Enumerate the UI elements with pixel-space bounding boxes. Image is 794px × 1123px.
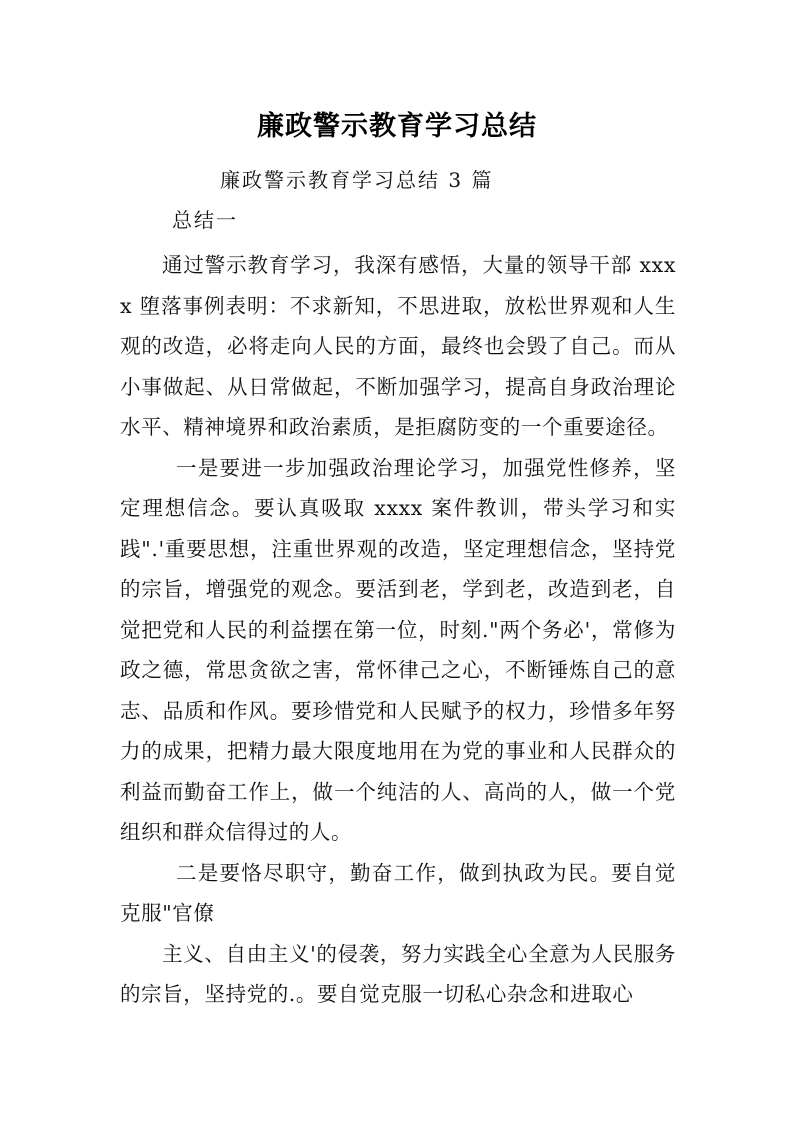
paragraph: 主义、自由主义'的侵袭，努力实践全心全意为人民服务的宗旨，坚持党的.。要自觉克服一切私心杂念和进取心 [120,941,676,1006]
paragraph: 通过警示教育学习，我深有感悟，大量的领导干部 xxxx 堕落事例表明：不求新知，不思进取，放松世界观和人生观的改造，必将走向人民的方面，最终也会毁了自己。而从小事做起、从日常做起，不断加强学习，提高自身政治理论水平、精神境界和政治素质，是拒腐防变的一个重要途径。 [120,253,676,439]
document-body [120,245,676,1015]
document-title: 廉政警示教育学习总结 [257,111,537,142]
section-heading: 总结一 [172,208,238,232]
paragraph: 一是要进一步加强政治理论学习，加强党性修养，坚定理想信念。要认真吸取 xxxx 案件教训，带头学习和实践".'重要思想，注重世界观的改造，坚定理想信念，坚持党的宗旨，增强党的观念。要活到老，学到老，改造到老，自觉把党和人民的利益摆在第一位，时刻."两个务必'，常修为政之德，常思贪欲之害，常怀律己之心，不断锤炼自己的意志、品质和作风。要珍惜党和人民赋予的权力，珍惜多年努力的成果，把精力最大限度地用在为党的事业和人民群众的利益而勤奋工作上，做一个纯洁的人、高尚的人，做一个党组织和群众信得过的人。 [120,455,676,844]
paragraph: 二是要恪尽职守，勤奋工作，做到执政为民。要自觉克服"官僚 [120,860,676,925]
document-subtitle: 廉政警示教育学习总结 3 篇 [220,168,494,192]
